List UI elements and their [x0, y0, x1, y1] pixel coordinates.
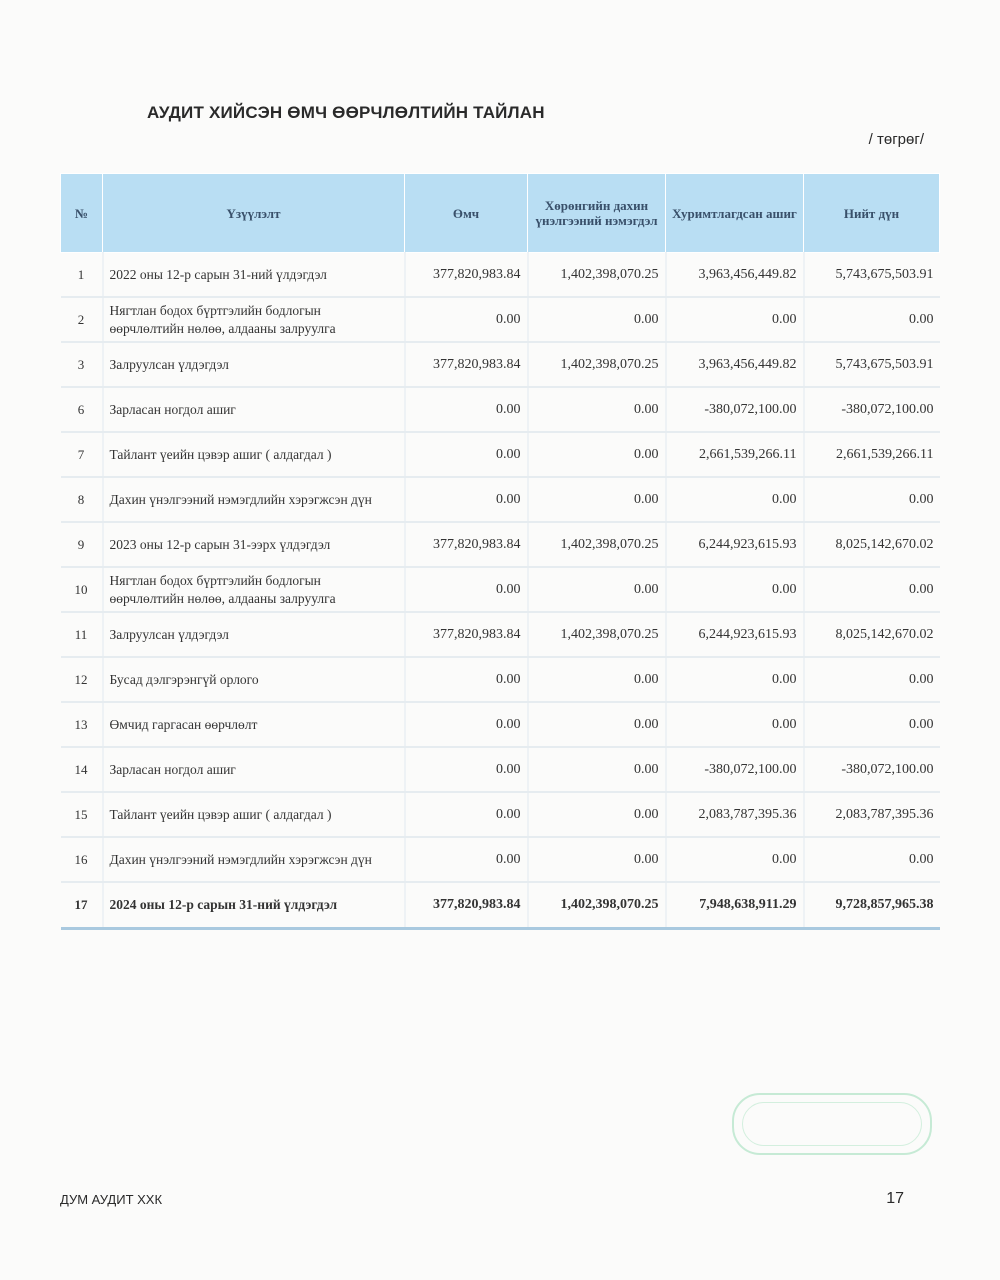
row-number: 9 — [61, 522, 103, 567]
cell-retained: 0.00 — [666, 657, 804, 702]
row-number: 7 — [61, 432, 103, 477]
table-row — [61, 297, 940, 342]
table-row — [61, 522, 940, 567]
header-total: Нийт дүн — [804, 174, 940, 253]
cell-retained: 6,244,923,615.93 — [666, 612, 804, 657]
row-label: 2024 оны 12-р сарын 31-ний үлдэгдэл — [103, 882, 405, 929]
row-label: 2022 оны 12-р сарын 31-ний үлдэгдэл — [103, 253, 405, 298]
footer-company: ДУМ АУДИТ ХХК — [60, 1192, 163, 1207]
cell-equity: 0.00 — [405, 792, 528, 837]
cell-equity: 377,820,983.84 — [405, 882, 528, 929]
header-revaluation: Хөрөнгийн дахин үнэлгээний нэмэгдэл — [528, 174, 666, 253]
row-number: 10 — [61, 567, 103, 612]
header-number: № — [61, 174, 103, 253]
table-row — [61, 612, 940, 657]
cell-equity: 377,820,983.84 — [405, 253, 528, 298]
row-label: Дахин үнэлгээний нэмэгдлийн хэрэгжсэн дүн — [103, 837, 405, 882]
cell-equity: 0.00 — [405, 657, 528, 702]
equity-changes-table — [60, 173, 940, 930]
cell-total: 8,025,142,670.02 — [804, 522, 940, 567]
row-label: Зарласан ногдол ашиг — [103, 387, 405, 432]
row-label: 2023 оны 12-р сарын 31-ээрх үлдэгдэл — [103, 522, 405, 567]
cell-revaluation: 1,402,398,070.25 — [528, 882, 666, 929]
cell-revaluation: 1,402,398,070.25 — [528, 253, 666, 298]
cell-total: 2,661,539,266.11 — [804, 432, 940, 477]
row-number: 6 — [61, 387, 103, 432]
cell-revaluation: 0.00 — [528, 657, 666, 702]
row-number: 1 — [61, 253, 103, 298]
cell-revaluation: 0.00 — [528, 432, 666, 477]
cell-total: -380,072,100.00 — [804, 387, 940, 432]
cell-retained: 0.00 — [666, 702, 804, 747]
cell-total: 0.00 — [804, 477, 940, 522]
row-label: Тайлант үеийн цэвэр ашиг ( алдагдал ) — [103, 792, 405, 837]
cell-retained: 0.00 — [666, 477, 804, 522]
row-label: Дахин үнэлгээний нэмэгдлийн хэрэгжсэн дүн — [103, 477, 405, 522]
cell-equity: 0.00 — [405, 702, 528, 747]
row-label: Нягтлан бодох бүртгэлийн бодлогын өөрчлөлтийн нөлөө, алдааны залруулга — [103, 297, 405, 342]
cell-retained: 0.00 — [666, 567, 804, 612]
row-number: 11 — [61, 612, 103, 657]
cell-revaluation: 0.00 — [528, 837, 666, 882]
row-number: 15 — [61, 792, 103, 837]
row-label: Залруулсан үлдэгдэл — [103, 612, 405, 657]
table-row — [61, 253, 940, 298]
table-row-total — [61, 882, 940, 929]
table-row — [61, 657, 940, 702]
cell-equity: 0.00 — [405, 477, 528, 522]
row-number: 3 — [61, 342, 103, 387]
cell-retained: 7,948,638,911.29 — [666, 882, 804, 929]
row-label: Залруулсан үлдэгдэл — [103, 342, 405, 387]
cell-equity: 377,820,983.84 — [405, 612, 528, 657]
cell-revaluation: 0.00 — [528, 567, 666, 612]
cell-equity: 0.00 — [405, 837, 528, 882]
row-number: 16 — [61, 837, 103, 882]
cell-revaluation: 0.00 — [528, 477, 666, 522]
table-row — [61, 702, 940, 747]
cell-total: 0.00 — [804, 657, 940, 702]
row-label: Өмчид гаргасан өөрчлөлт — [103, 702, 405, 747]
cell-revaluation: 0.00 — [528, 792, 666, 837]
cell-retained: 0.00 — [666, 837, 804, 882]
cell-total: 8,025,142,670.02 — [804, 612, 940, 657]
cell-total: 2,083,787,395.36 — [804, 792, 940, 837]
row-label: Нягтлан бодох бүртгэлийн бодлогын өөрчлөлтийн нөлөө, алдааны залруулга — [103, 567, 405, 612]
table-header-row — [61, 174, 940, 253]
header-retained-earnings: Хуримтлагдсан ашиг — [666, 174, 804, 253]
row-label: Бусад дэлгэрэнгүй орлого — [103, 657, 405, 702]
table-row — [61, 837, 940, 882]
row-number: 8 — [61, 477, 103, 522]
currency-unit: / төгрөг/ — [868, 131, 924, 148]
cell-revaluation: 0.00 — [528, 702, 666, 747]
cell-revaluation: 0.00 — [528, 747, 666, 792]
cell-revaluation: 1,402,398,070.25 — [528, 612, 666, 657]
table-row — [61, 477, 940, 522]
header-equity: Өмч — [405, 174, 528, 253]
cell-total: 5,743,675,503.91 — [804, 253, 940, 298]
cell-retained: 2,083,787,395.36 — [666, 792, 804, 837]
row-number: 17 — [61, 882, 103, 929]
cell-equity: 0.00 — [405, 297, 528, 342]
page-number: 17 — [886, 1190, 904, 1207]
cell-revaluation: 1,402,398,070.25 — [528, 522, 666, 567]
table-row — [61, 342, 940, 387]
cell-equity: 0.00 — [405, 747, 528, 792]
cell-total: 0.00 — [804, 837, 940, 882]
cell-total: 0.00 — [804, 297, 940, 342]
table-row — [61, 432, 940, 477]
table-row — [61, 387, 940, 432]
row-number: 2 — [61, 297, 103, 342]
header-indicator: Үзүүлэлт — [103, 174, 405, 253]
row-label: Тайлант үеийн цэвэр ашиг ( алдагдал ) — [103, 432, 405, 477]
cell-total: 5,743,675,503.91 — [804, 342, 940, 387]
cell-revaluation: 1,402,398,070.25 — [528, 342, 666, 387]
row-label: Зарласан ногдол ашиг — [103, 747, 405, 792]
stamp-mark — [732, 1093, 932, 1155]
cell-total: -380,072,100.00 — [804, 747, 940, 792]
report-title: АУДИТ ХИЙСЭН ӨМЧ ӨӨРЧЛӨЛТИЙН ТАЙЛАН — [147, 103, 545, 122]
cell-total: 0.00 — [804, 567, 940, 612]
cell-retained: 0.00 — [666, 297, 804, 342]
cell-retained: 3,963,456,449.82 — [666, 342, 804, 387]
row-number: 14 — [61, 747, 103, 792]
cell-retained: 2,661,539,266.11 — [666, 432, 804, 477]
cell-equity: 0.00 — [405, 432, 528, 477]
cell-retained: -380,072,100.00 — [666, 387, 804, 432]
cell-equity: 0.00 — [405, 567, 528, 612]
cell-revaluation: 0.00 — [528, 387, 666, 432]
cell-total: 0.00 — [804, 702, 940, 747]
cell-retained: -380,072,100.00 — [666, 747, 804, 792]
row-number: 13 — [61, 702, 103, 747]
cell-retained: 6,244,923,615.93 — [666, 522, 804, 567]
row-number: 12 — [61, 657, 103, 702]
stamp-inner-ring — [742, 1102, 922, 1146]
cell-equity: 0.00 — [405, 387, 528, 432]
table-row — [61, 747, 940, 792]
cell-equity: 377,820,983.84 — [405, 342, 528, 387]
cell-equity: 377,820,983.84 — [405, 522, 528, 567]
cell-total: 9,728,857,965.38 — [804, 882, 940, 929]
table-row — [61, 792, 940, 837]
cell-revaluation: 0.00 — [528, 297, 666, 342]
table-row — [61, 567, 940, 612]
cell-retained: 3,963,456,449.82 — [666, 253, 804, 298]
